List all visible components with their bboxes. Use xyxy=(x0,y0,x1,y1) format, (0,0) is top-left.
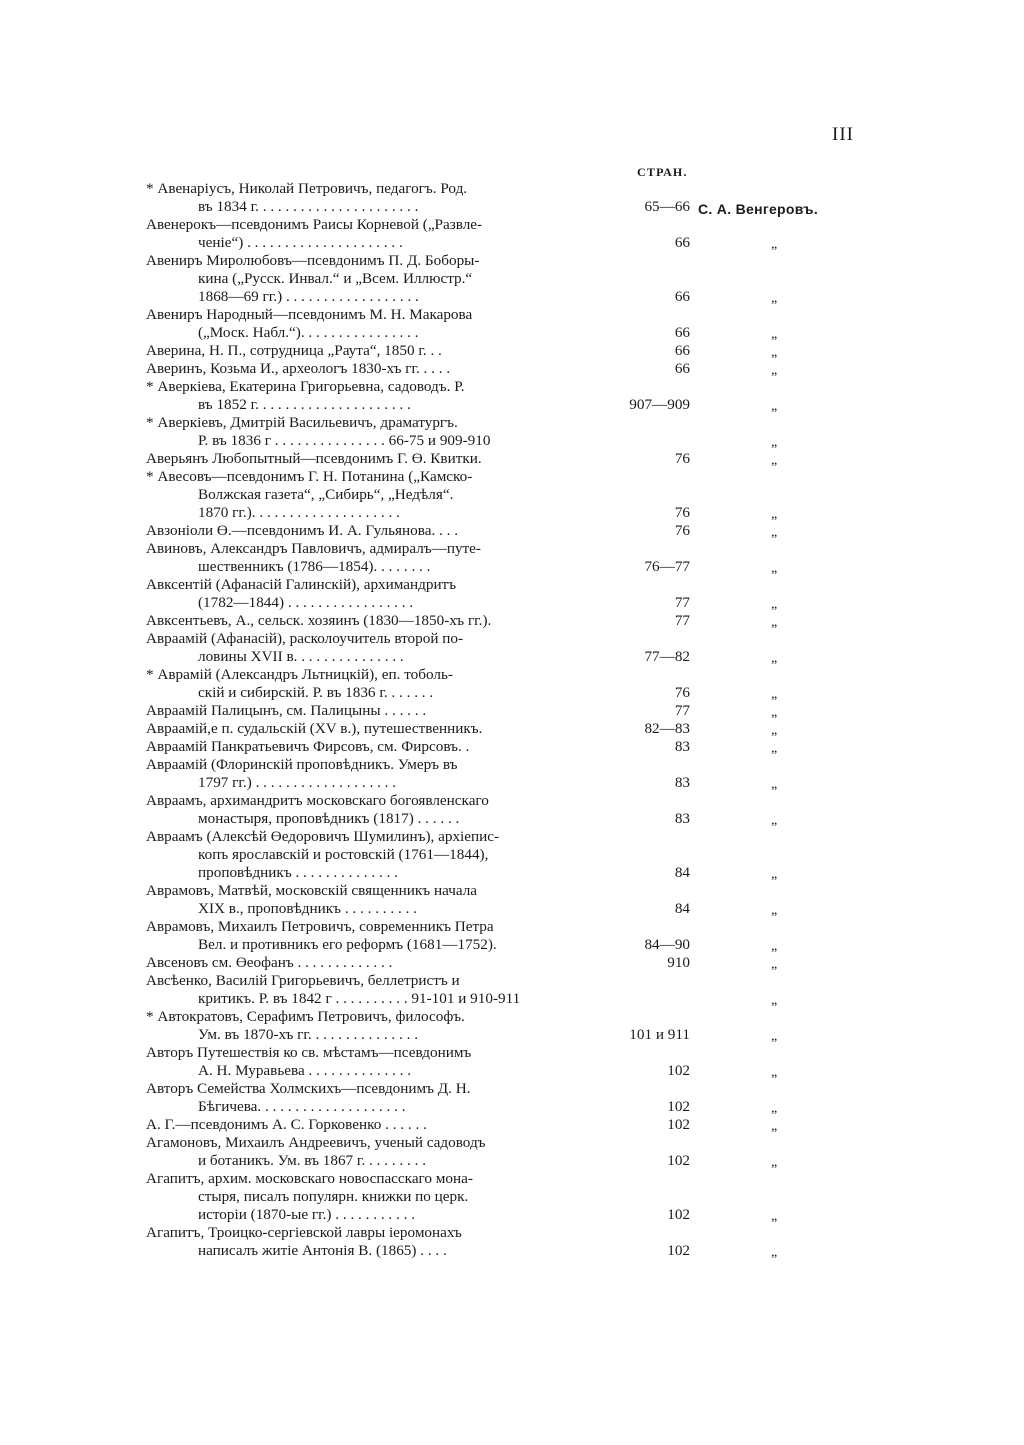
entry-line: копъ ярославскій и ростовскій (1761—1844), xyxy=(198,846,489,863)
entry-text xyxy=(146,360,572,378)
entry-line: Авиновъ, Александръ Павловичъ, адмиралъ—путе- xyxy=(146,540,481,557)
entry-line: стыря, писалъ популярн. книжки по церк. xyxy=(198,1188,469,1205)
entry-pages: 66 xyxy=(674,360,690,377)
entry-pages: 910 xyxy=(667,954,690,971)
entry-text xyxy=(146,666,572,702)
entry-author-ditto: „ xyxy=(771,651,778,666)
entry-line: („Моск. Набл.“). . . . . . . . . . . . . . . . xyxy=(198,324,419,341)
index-entry xyxy=(146,576,846,612)
entry-text xyxy=(146,792,572,828)
index-entry xyxy=(146,792,846,828)
entry-line: Аверинъ, Козьма И., археологъ 1830-хъ гг. . . . . xyxy=(146,360,451,377)
entry-line: Агамоновъ, Михаилъ Андреевичъ, ученый садоводъ xyxy=(146,1134,486,1151)
entry-line: Аврамовъ, Михаилъ Петровичъ, современникъ Петра xyxy=(146,918,494,935)
entry-line: XIX в., проповѣдникъ . . . . . . . . . . xyxy=(198,900,417,917)
entry-line: * Авенаріусъ, Николай Петровичъ, педагогъ. Род. xyxy=(146,180,468,197)
entry-text xyxy=(146,828,572,882)
entry-text xyxy=(146,1224,572,1260)
index-entry xyxy=(146,738,846,756)
entry-line: Агапитъ, архим. московскаго новоспасскаго мона- xyxy=(146,1170,473,1187)
index-entries xyxy=(146,180,846,1260)
entry-text xyxy=(146,630,572,666)
entry-line: (1782—1844) . . . . . . . . . . . . . . . . . xyxy=(198,594,414,611)
index-entry xyxy=(146,306,846,342)
entry-author-ditto: „ xyxy=(771,291,778,306)
entry-line: Агапитъ, Троицко-сергіевской лавры іеромонахъ xyxy=(146,1224,462,1241)
index-entry xyxy=(146,378,846,414)
index-entry xyxy=(146,360,846,378)
pages-column-header: СТРАН. xyxy=(637,165,688,179)
index-entry xyxy=(146,414,846,450)
entry-author-ditto: „ xyxy=(771,1065,778,1080)
index-entry xyxy=(146,1224,846,1260)
entry-pages: 66 xyxy=(674,324,690,341)
index-entry xyxy=(146,180,846,216)
entry-line: Авксентьевъ, А., сельск. хозяинъ (1830—1850-хъ гг.). xyxy=(146,612,492,629)
index-entry xyxy=(146,954,846,972)
entry-text xyxy=(146,1116,572,1134)
entry-pages: 83 xyxy=(674,810,690,827)
entry-author-ditto: „ xyxy=(771,1209,778,1224)
entry-line: Авраамъ, архимандритъ московскаго богоявленскаго xyxy=(146,792,489,809)
entry-text xyxy=(146,882,572,918)
entry-pages: 82—83 xyxy=(644,720,690,737)
entry-pages: 101 и 911 xyxy=(629,1026,690,1043)
entry-line: Авраамій Палицынъ, см. Палицыны . . . . . . xyxy=(146,702,427,719)
entry-author-ditto: „ xyxy=(771,723,778,738)
entry-line: Авсѣенко, Василій Григорьевичъ, беллетристъ и xyxy=(146,972,460,989)
entry-line: Бѣгичева. . . . . . . . . . . . . . . . . . . . xyxy=(198,1098,406,1115)
entry-text xyxy=(146,756,572,792)
entry-text xyxy=(146,180,572,216)
entry-pages: 77 xyxy=(674,594,690,611)
entry-author-ditto: „ xyxy=(771,867,778,882)
entry-line: 1868—69 гг.) . . . . . . . . . . . . . . . . . . xyxy=(198,288,419,305)
entry-line: Аверина, Н. П., сотрудница „Раута“, 1850 г. . . xyxy=(146,342,442,359)
entry-author-ditto: „ xyxy=(771,741,778,756)
entry-text xyxy=(146,720,572,738)
entry-line: Авенерокъ—псевдонимъ Раисы Корневой („Развле- xyxy=(146,216,483,233)
entry-pages: 76 xyxy=(674,504,690,521)
entry-author-ditto: „ xyxy=(771,507,778,522)
index-entry xyxy=(146,630,846,666)
entry-text xyxy=(146,954,572,972)
entry-text xyxy=(146,468,572,522)
index-entry xyxy=(146,828,846,882)
entry-pages: 84—90 xyxy=(644,936,690,953)
index-entry xyxy=(146,972,846,1008)
entry-line: Вел. и противникъ его реформъ (1681—1752). xyxy=(198,936,497,953)
index-entry xyxy=(146,450,846,468)
entry-line: скій и сибирскій. Р. въ 1836 г. . . . . . . xyxy=(198,684,434,701)
entry-author-ditto: „ xyxy=(771,561,778,576)
index-entry xyxy=(146,756,846,792)
entry-line: критикъ. Р. въ 1842 г . . . . . . . . . . 91-101 и 910-911 xyxy=(198,990,521,1007)
entry-text xyxy=(146,918,572,954)
entry-author-ditto: „ xyxy=(771,1245,778,1260)
entry-pages: 77—82 xyxy=(644,648,690,665)
entry-author-ditto: „ xyxy=(771,957,778,972)
entry-text xyxy=(146,522,572,540)
entry-pages: 102 xyxy=(667,1116,690,1133)
index-entry xyxy=(146,1134,846,1170)
index-entry xyxy=(146,1008,846,1044)
entry-line: Авраамій (Афанасій), расколоучитель второй по- xyxy=(146,630,464,647)
entry-pages: 102 xyxy=(667,1206,690,1223)
index-entry xyxy=(146,918,846,954)
entry-pages: 76 xyxy=(674,522,690,539)
index-entry xyxy=(146,540,846,576)
entry-pages: 76—77 xyxy=(644,558,690,575)
entry-line: А. Г.—псевдонимъ А. С. Горковенко . . . . . . xyxy=(146,1116,427,1133)
entry-text xyxy=(146,414,572,450)
entry-author-ditto: „ xyxy=(771,1101,778,1116)
entry-line: * Автократовъ, Серафимъ Петровичъ, философъ. xyxy=(146,1008,465,1025)
entry-line: Аврамовъ, Матвѣй, московскій священникъ начала xyxy=(146,882,478,899)
entry-author-ditto: „ xyxy=(771,903,778,918)
entry-author-ditto: „ xyxy=(771,399,778,414)
entry-line: ченіе“) . . . . . . . . . . . . . . . . . . . . . xyxy=(198,234,403,251)
entry-line: * Авесовъ—псевдонимъ Г. Н. Потанина („Камско- xyxy=(146,468,473,485)
entry-line: Авраамъ (Алексѣй Өедоровичъ Шумилинъ), архіепис- xyxy=(146,828,500,845)
entry-line: Авторъ Семейства Холмскихъ—псевдонимъ Д. Н. xyxy=(146,1080,471,1097)
entry-line: * Аверкіева, Екатерина Григорьевна, садоводъ. Р. xyxy=(146,378,465,395)
entry-line: Авраамій Панкратьевичъ Фирсовъ, см. Фирсовъ. . xyxy=(146,738,470,755)
index-entry xyxy=(146,468,846,522)
entry-text xyxy=(146,1080,572,1116)
entry-text xyxy=(146,1134,572,1170)
entry-pages: 84 xyxy=(674,864,690,881)
entry-author-ditto: „ xyxy=(771,345,778,360)
entry-text xyxy=(146,306,572,342)
entry-line: шественникъ (1786—1854). . . . . . . . xyxy=(198,558,431,575)
entry-line: въ 1834 г. . . . . . . . . . . . . . . . . . . . . . xyxy=(198,198,419,215)
entry-text xyxy=(146,612,572,630)
entry-line: Авсеновъ см. Өеофанъ . . . . . . . . . . . . . xyxy=(146,954,393,971)
entry-line: написалъ житіе Антонія В. (1865) . . . . xyxy=(198,1242,447,1259)
entry-line: Авраамій (Флоринскій проповѣдникъ. Умеръ въ xyxy=(146,756,458,773)
entry-line: * Аврамій (Александръ Льтницкій), еп. тоболь- xyxy=(146,666,453,683)
entry-author-ditto: „ xyxy=(771,687,778,702)
entry-pages: 77 xyxy=(674,702,690,719)
entry-line: Р. въ 1836 г . . . . . . . . . . . . . . . 66-75 и 909-910 xyxy=(198,432,491,449)
entry-pages: 76 xyxy=(674,450,690,467)
entry-pages: 102 xyxy=(667,1062,690,1079)
entry-author: С. А. Венгеровъ. xyxy=(698,201,819,217)
entry-author-ditto: „ xyxy=(771,993,778,1008)
entry-pages: 65—66 xyxy=(644,198,690,215)
entry-text xyxy=(146,450,572,468)
entry-line: А. Н. Муравьева . . . . . . . . . . . . . . xyxy=(198,1062,412,1079)
page-number: III xyxy=(832,124,854,145)
entry-text xyxy=(146,1008,572,1044)
entry-author-ditto: „ xyxy=(771,525,778,540)
entry-pages: 102 xyxy=(667,1152,690,1169)
entry-text xyxy=(146,1170,572,1224)
entry-author-ditto: „ xyxy=(771,939,778,954)
index-entry xyxy=(146,216,846,252)
index-entry xyxy=(146,612,846,630)
entry-line: 1797 гг.) . . . . . . . . . . . . . . . . . . . xyxy=(198,774,397,791)
entry-line: Аверьянъ Любопытный—псевдонимъ Г. Ө. Квитки. xyxy=(146,450,482,467)
index-entry xyxy=(146,1170,846,1224)
entry-text xyxy=(146,342,572,360)
index-entry xyxy=(146,720,846,738)
index-entry xyxy=(146,522,846,540)
entry-author-ditto: „ xyxy=(771,363,778,378)
entry-line: 1870 гг.). . . . . . . . . . . . . . . . . . . . xyxy=(198,504,400,521)
entry-text xyxy=(146,540,572,576)
entry-line: исторіи (1870-ые гг.) . . . . . . . . . . . xyxy=(198,1206,415,1223)
index-entry xyxy=(146,1080,846,1116)
index-entry xyxy=(146,702,846,720)
entry-pages: 907—909 xyxy=(629,396,690,413)
index-entry xyxy=(146,882,846,918)
entry-line: Авзоніоли Ө.—псевдонимъ И. А. Гульянова. . . . xyxy=(146,522,459,539)
index-entry xyxy=(146,1116,846,1134)
entry-pages: 84 xyxy=(674,900,690,917)
entry-pages: 83 xyxy=(674,774,690,791)
entry-line: Авениръ Народный—псевдонимъ М. Н. Макарова xyxy=(146,306,473,323)
entry-text xyxy=(146,378,572,414)
entry-text xyxy=(146,738,572,756)
entry-author-ditto: „ xyxy=(771,435,778,450)
entry-text xyxy=(146,972,572,1008)
entry-line: монастыря, проповѣдникъ (1817) . . . . . . xyxy=(198,810,460,827)
entry-author-ditto: „ xyxy=(771,777,778,792)
entry-line: Авениръ Миролюбовъ—псевдонимъ П. Д. Боборы- xyxy=(146,252,480,269)
entry-pages: 66 xyxy=(674,234,690,251)
entry-text xyxy=(146,1044,572,1080)
entry-author-ditto: „ xyxy=(771,237,778,252)
entry-pages: 83 xyxy=(674,738,690,755)
entry-line: проповѣдникъ . . . . . . . . . . . . . . xyxy=(198,864,398,881)
entry-line: Волжская газета“, „Сибирь“, „Недѣля“. xyxy=(198,486,454,503)
index-entry xyxy=(146,342,846,360)
index-entry xyxy=(146,666,846,702)
entry-line: Авторъ Путешествія ко св. мѣстамъ—псевдонимъ xyxy=(146,1044,472,1061)
entry-text xyxy=(146,576,572,612)
entry-line: и ботаникъ. Ум. въ 1867 г. . . . . . . . . xyxy=(198,1152,426,1169)
entry-pages: 77 xyxy=(674,612,690,629)
entry-line: ловины XVII в. . . . . . . . . . . . . . . xyxy=(198,648,404,665)
entry-pages: 76 xyxy=(674,684,690,701)
entry-author-ditto: „ xyxy=(771,813,778,828)
entry-author-ditto: „ xyxy=(771,453,778,468)
entry-author-ditto: „ xyxy=(771,705,778,720)
index-entry xyxy=(146,1044,846,1080)
entry-text xyxy=(146,702,572,720)
index-entry xyxy=(146,252,846,306)
entry-author-ditto: „ xyxy=(771,597,778,612)
entry-author-ditto: „ xyxy=(771,1119,778,1134)
entry-pages: 102 xyxy=(667,1098,690,1115)
entry-line: * Аверкіевъ, Дмитрій Васильевичъ, драматургъ. xyxy=(146,414,458,431)
entry-pages: 102 xyxy=(667,1242,690,1259)
entry-line: въ 1852 г. . . . . . . . . . . . . . . . . . . . . xyxy=(198,396,411,413)
entry-line: Авраамій,е п. судальскій (XV в.), путешественникъ. xyxy=(146,720,483,737)
entry-author-ditto: „ xyxy=(771,327,778,342)
entry-line: кина („Русск. Инвал.“ и „Всем. Иллюстр.“ xyxy=(198,270,473,287)
entry-pages: 66 xyxy=(674,288,690,305)
entry-author-ditto: „ xyxy=(771,615,778,630)
entry-line: Авксентій (Афанасій Галинскій), архимандритъ xyxy=(146,576,457,593)
entry-text xyxy=(146,216,572,252)
entry-line: Ум. въ 1870-хъ гг. . . . . . . . . . . . . . . xyxy=(198,1026,419,1043)
entry-author-ditto: „ xyxy=(771,1155,778,1170)
entry-author-ditto: „ xyxy=(771,1029,778,1044)
entry-pages: 66 xyxy=(674,342,690,359)
entry-text xyxy=(146,252,572,306)
